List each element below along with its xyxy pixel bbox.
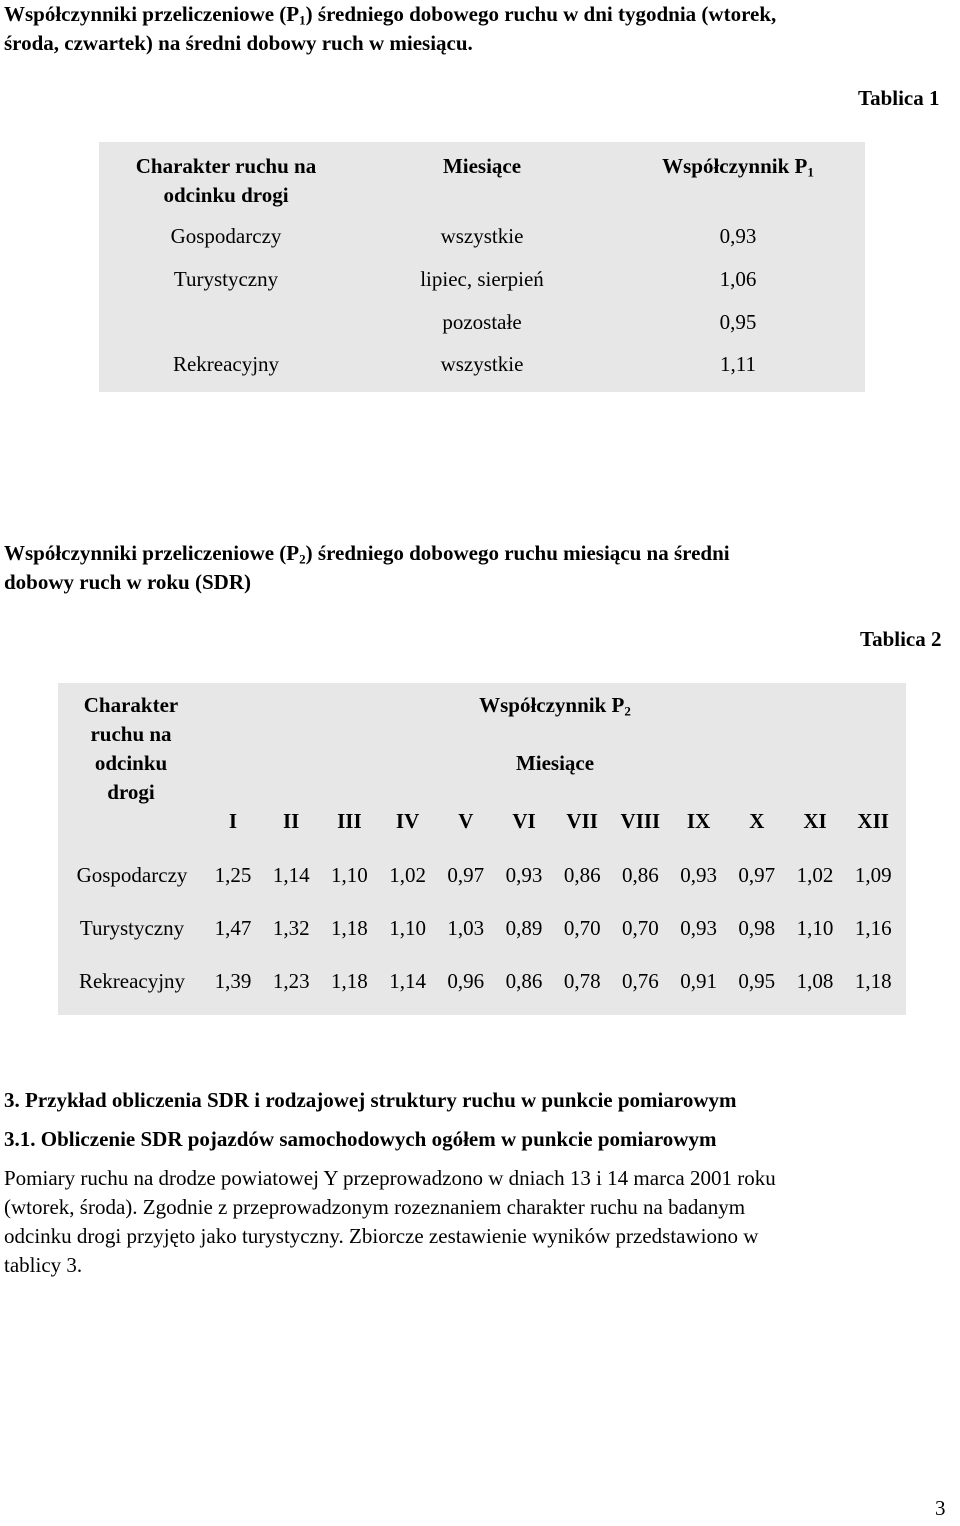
table2-cell-value: 1,32 xyxy=(272,916,310,940)
table2-cell-value: 0,86 xyxy=(505,969,543,993)
table2-cell-value: 0,78 xyxy=(563,969,601,993)
section2-heading-line1: Współczynniki przeliczeniowe $(P_2)$ średniego dobowego ruchu miesiącu na średni xyxy=(4,541,730,567)
section2-heading xyxy=(4,539,954,597)
table2-cell-value: 1,47 xyxy=(214,916,252,940)
section1-heading xyxy=(4,0,954,58)
table2-cell-value: 1,16 xyxy=(854,916,892,940)
table1-cell-value: 0,95 xyxy=(719,310,757,334)
table2-month-header: I xyxy=(228,809,238,833)
table2-cell-value: 1,10 xyxy=(389,916,426,940)
table2-month-header: IV xyxy=(395,809,420,833)
table2-cell-value: 1,10 xyxy=(331,863,368,887)
section2-heading-line2: dobowy ruch w roku (SDR) xyxy=(4,570,251,594)
table2-cell-character: Turystyczny xyxy=(79,916,185,940)
table2-cell-value: 0,70 xyxy=(622,916,659,940)
section3-heading: 3. Przykład obliczenia SDR i rodzajowej struktury ruchu w punkcie pomiarowym xyxy=(4,1088,737,1112)
table2-cell-value: 1,25 xyxy=(214,863,252,887)
table2-header-character: Charakter ruchu na odcinku drogi xyxy=(83,693,179,804)
table2-cell-value: 0,96 xyxy=(447,969,485,993)
table1-cell-character: Rekreacyjny xyxy=(172,352,280,376)
table2-month-header: V xyxy=(458,809,474,833)
table2-header-coef: Współczynnik $P_2$ xyxy=(479,693,631,719)
table2-cell-value: 0,76 xyxy=(622,969,659,993)
table2-cell-value: 1,09 xyxy=(854,863,892,887)
table1-cell-months: lipiec, sierpień xyxy=(420,267,544,291)
table2-cell-character: Gospodarczy xyxy=(76,863,188,887)
table2-label: Tablica 2 xyxy=(860,627,942,651)
table1-cell-value: 0,93 xyxy=(719,224,757,248)
table2-month-header: XII xyxy=(857,809,889,833)
table2-cell-value: 1,10 xyxy=(796,916,834,940)
table2-cell-value: 1,23 xyxy=(272,969,310,993)
table2-cell-value: 0,98 xyxy=(738,916,776,940)
table1-cell-months: pozostałe xyxy=(442,310,522,334)
table2-month-header: IX xyxy=(686,809,711,833)
table1-label: Tablica 1 xyxy=(858,86,940,110)
page-number: 3 xyxy=(935,1496,946,1520)
table2-cell-value: 0,93 xyxy=(680,916,717,940)
table2-month-header: VI xyxy=(512,809,536,833)
table2-cell-value: 1,18 xyxy=(331,916,368,940)
table2-cell-character: Rekreacyjny xyxy=(78,969,186,993)
table1 xyxy=(99,142,865,392)
table2-month-header: XI xyxy=(803,809,827,833)
section3-paragraph: Pomiary ruchu na drodze powiatowej Y przeprowadzono w dniach 13 i 14 marca 2001 roku (wtorek, środa). Zgodnie z przeprowadzonym rozeznaniem charakter ruchu na badanym odcinku drogi przyjęto jako turystyczny. Zbiorcze zestawienie wyników przedstawiono w tablicy 3. xyxy=(4,1166,776,1277)
section1-heading-line1: Współczynniki przeliczeniowe $(P_1)$ średniego dobowego ruchu w dni tygodnia (wtorek, xyxy=(4,2,777,28)
table1-cell-months: wszystkie xyxy=(440,224,524,248)
table1-cell-value: 1,06 xyxy=(719,267,757,291)
table2-cell-value: 0,86 xyxy=(563,863,601,887)
table2-cell-value: 1,18 xyxy=(854,969,892,993)
table2-cell-value: 1,14 xyxy=(272,863,310,887)
table2-header-months: Miesiące xyxy=(515,751,595,775)
table2-cell-value: 1,08 xyxy=(796,969,834,993)
table2-month-header: VII xyxy=(566,809,598,833)
table1-header-character: Charakter ruchu na odcinku drogi xyxy=(135,154,317,207)
table2-month-header: VIII xyxy=(620,809,661,833)
table2-month-header: X xyxy=(749,809,765,833)
table2-cell-value: 1,03 xyxy=(447,916,485,940)
table2-cell-value: 0,93 xyxy=(680,863,717,887)
table2-cell-value: 1,14 xyxy=(389,969,426,993)
table2 xyxy=(58,683,906,1015)
table2-cell-value: 0,97 xyxy=(738,863,776,887)
table2-cell-value: 0,93 xyxy=(505,863,543,887)
table1-header-coef: Współczynnik $P_1$ xyxy=(662,154,814,180)
table1-cell-character: Gospodarczy xyxy=(170,224,282,248)
table2-cell-value: 0,97 xyxy=(447,863,485,887)
table2-cell-value: 1,18 xyxy=(331,969,368,993)
table2-cell-value: 1,02 xyxy=(796,863,834,887)
table2-cell-value: 1,02 xyxy=(389,863,426,887)
table1-cell-value: 1,11 xyxy=(720,352,756,376)
table2-cell-value: 1,39 xyxy=(214,969,252,993)
table1-cell-months: wszystkie xyxy=(440,352,524,376)
table2-cell-value: 0,95 xyxy=(738,969,776,993)
table2-cell-value: 0,91 xyxy=(680,969,717,993)
table1-header-months: Miesiące xyxy=(442,154,522,178)
table2-cell-value: 0,86 xyxy=(622,863,659,887)
table1-cell-character: Turystyczny xyxy=(173,267,279,291)
table2-cell-value: 0,89 xyxy=(505,916,543,940)
table2-cell-value: 0,70 xyxy=(563,916,601,940)
section3-subheading: 3.1. Obliczenie SDR pojazdów samochodowych ogółem w punkcie pomiarowym xyxy=(4,1127,717,1151)
section1-heading-line2: środa, czwartek) na średni dobowy ruch w miesiącu. xyxy=(4,31,473,55)
table2-month-header: III xyxy=(337,809,362,833)
table2-month-header: II xyxy=(283,809,300,833)
